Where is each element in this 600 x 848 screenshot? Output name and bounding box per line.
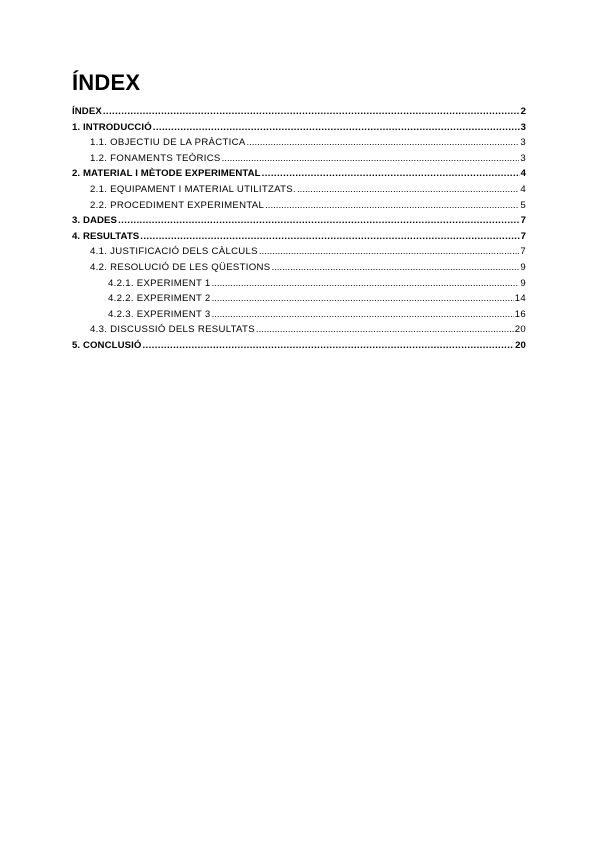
toc-entry[interactable] bbox=[72, 322, 526, 338]
toc-entry[interactable] bbox=[72, 120, 526, 136]
toc-dot-leader bbox=[212, 276, 520, 292]
toc-dot-leader bbox=[222, 151, 520, 167]
toc-entry-label: 4.1. JUSTIFICACIÓ DELS CÀLCULS bbox=[90, 246, 258, 258]
toc-dot-leader bbox=[212, 307, 514, 323]
toc-entry[interactable] bbox=[72, 291, 526, 307]
toc-entry-label: 5. CONCLUSIÓ bbox=[72, 339, 142, 351]
toc-entry[interactable] bbox=[72, 307, 526, 323]
toc-dot-leader bbox=[212, 291, 514, 307]
toc-dot-leader bbox=[271, 260, 519, 276]
toc-entry-page-number: 14 bbox=[514, 293, 526, 305]
toc-entry[interactable] bbox=[72, 104, 526, 120]
toc-entry-label: ÍNDEX bbox=[72, 106, 102, 117]
toc-dot-leader bbox=[259, 244, 519, 260]
toc-entry-page-number: 3 bbox=[520, 121, 526, 133]
toc-entry-page-number: 16 bbox=[514, 308, 526, 320]
toc-entry-page-number: 7 bbox=[520, 246, 526, 258]
toc-dot-leader bbox=[297, 182, 519, 198]
toc-entry[interactable] bbox=[72, 260, 526, 276]
toc-entry[interactable] bbox=[72, 244, 526, 260]
table-of-contents bbox=[72, 104, 526, 354]
toc-entry-label: 4.3. DISCUSSIÓ DELS RESULTATS bbox=[90, 324, 255, 336]
toc-dot-leader bbox=[153, 120, 520, 136]
toc-entry-label: 1.2. FONAMENTS TEÒRICS bbox=[90, 152, 221, 164]
toc-entry[interactable] bbox=[72, 229, 526, 245]
toc-entry[interactable] bbox=[72, 198, 526, 214]
toc-entry-page-number: 3 bbox=[520, 152, 526, 164]
toc-entry[interactable] bbox=[72, 213, 526, 229]
toc-entry-page-number: 20 bbox=[515, 339, 526, 351]
toc-dot-leader bbox=[142, 338, 514, 354]
toc-entry-page-number: 20 bbox=[514, 324, 526, 336]
toc-entry-page-number: 7 bbox=[520, 215, 526, 227]
toc-entry-page-number: 9 bbox=[520, 277, 526, 289]
toc-entry-label: 1. INTRODUCCIÓ bbox=[72, 121, 152, 133]
toc-entry[interactable] bbox=[72, 135, 526, 151]
toc-dot-leader bbox=[262, 166, 520, 182]
toc-entry-label: 1.1. OBJECTIU DE LA PRÀCTICA bbox=[90, 137, 246, 149]
toc-dot-leader bbox=[140, 229, 519, 245]
page-title: ÍNDEX bbox=[72, 70, 141, 95]
toc-entry-label: 4. RESULTATS bbox=[72, 230, 140, 242]
toc-entry[interactable] bbox=[72, 151, 526, 167]
toc-entry-label: 3. DADES bbox=[72, 215, 118, 227]
toc-entry[interactable] bbox=[72, 166, 526, 182]
toc-entry-page-number: 4 bbox=[520, 168, 526, 180]
toc-dot-leader bbox=[118, 213, 520, 229]
toc-entry-label: 2.1. EQUIPAMENT I MATERIAL UTILITZATS. bbox=[90, 183, 296, 195]
toc-entry-label: 2.2. PROCEDIMENT EXPERIMENTAL bbox=[90, 199, 265, 211]
toc-entry[interactable] bbox=[72, 182, 526, 198]
toc-entry-label: 4.2. RESOLUCIÓ DE LES QÜESTIONS bbox=[90, 261, 271, 273]
toc-dot-leader bbox=[247, 135, 520, 151]
toc-entry-page-number: 5 bbox=[520, 199, 526, 211]
toc-entry-label: 4.2.2. EXPERIMENT 2 bbox=[108, 293, 211, 305]
toc-entry-page-number: 2 bbox=[520, 106, 526, 117]
toc-dot-leader bbox=[256, 322, 514, 338]
toc-entry-page-number: 7 bbox=[520, 230, 526, 242]
toc-dot-leader bbox=[103, 104, 520, 120]
toc-entry-page-number: 9 bbox=[520, 261, 526, 273]
toc-entry[interactable] bbox=[72, 338, 526, 354]
toc-entry-page-number: 3 bbox=[520, 137, 526, 149]
toc-entry[interactable] bbox=[72, 276, 526, 292]
toc-entry-label: 2. MATERIAL I MÈTODE EXPERIMENTAL bbox=[72, 168, 261, 180]
toc-entry-page-number: 4 bbox=[520, 183, 526, 195]
toc-entry-label: 4.2.1. EXPERIMENT 1 bbox=[108, 277, 211, 289]
toc-entry-label: 4.2.3. EXPERIMENT 3 bbox=[108, 308, 211, 320]
toc-dot-leader bbox=[265, 198, 519, 214]
